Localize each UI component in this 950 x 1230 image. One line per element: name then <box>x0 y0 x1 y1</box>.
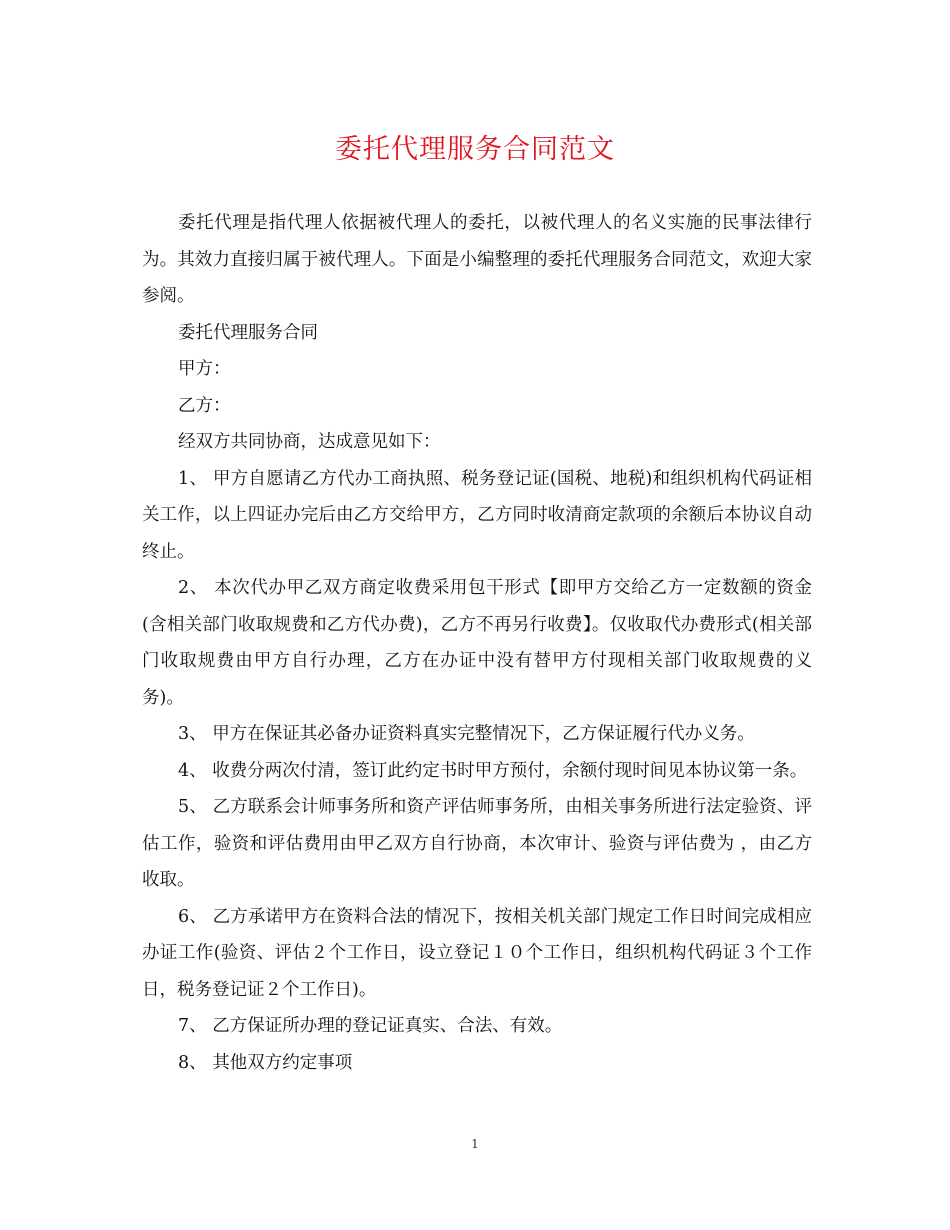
party-b-line: 乙方： <box>178 395 231 416</box>
clause-1: 1、 甲方自愿请乙方代办工商执照、税务登记证(国税、地税)和组织机构代码证相关工作，以上四证办完后由乙方交给甲方，乙方同时收清商定款项的余额后本协议自动终止。 <box>142 468 812 562</box>
page-number: 1 <box>471 1137 479 1151</box>
clause-4: 4、 收费分两次付清，签订此约定书时甲方预付，余额付现时间见本协议第一条。 <box>178 760 808 781</box>
document-body <box>142 205 812 1081</box>
clause-7: 7、 乙方保证所办理的登记证真实、合法、有效。 <box>178 1016 563 1036</box>
agreement-lead: 经双方共同协商，达成意见如下： <box>178 432 441 452</box>
clause-3: 3、 甲方在保证其必备办证资料真实完整情况下，乙方保证履行代办义务。 <box>178 724 755 744</box>
contract-heading: 委托代理服务合同 <box>178 322 318 343</box>
clause-2: 2、 本次代办甲乙双方商定收费采用包干形式【即甲方交给乙方一定数额的资金(含相关部门收取规费和乙方代办费)，乙方不再另行收费】。仅收取代办费形式(相关部门收取规费由甲方自行办理，乙方在办证中没有替甲方付现相关部门收取规费的义务)。 <box>142 578 812 708</box>
clause-6: 6、 乙方承诺甲方在资料合法的情况下，按相关机关部门规定工作日时间完成相应办证工作(验资、评估２个工作日，设立登记１０个工作日，组织机构代码证３个工作日，税务登记证２个工作日)。 <box>142 906 812 1000</box>
party-a-line: 甲方： <box>178 359 231 379</box>
clause-5: 5、 乙方联系会计师事务所和资产评估师事务所，由相关事务所进行法定验资、评估工作，验资和评估费用由甲乙双方自行协商，本次审计、验资与评估费为 ，由乙方收取。 <box>142 797 812 890</box>
intro-paragraph: 委托代理是指代理人依据被代理人的委托，以被代理人的名义实施的民事法律行为。其效力直接归属于被代理人。下面是小编整理的委托代理服务合同范文，欢迎大家参阅。 <box>142 213 812 306</box>
clause-8: 8、 其他双方约定事项 <box>178 1052 353 1073</box>
document-title: 委托代理服务合同范文 <box>335 134 615 165</box>
